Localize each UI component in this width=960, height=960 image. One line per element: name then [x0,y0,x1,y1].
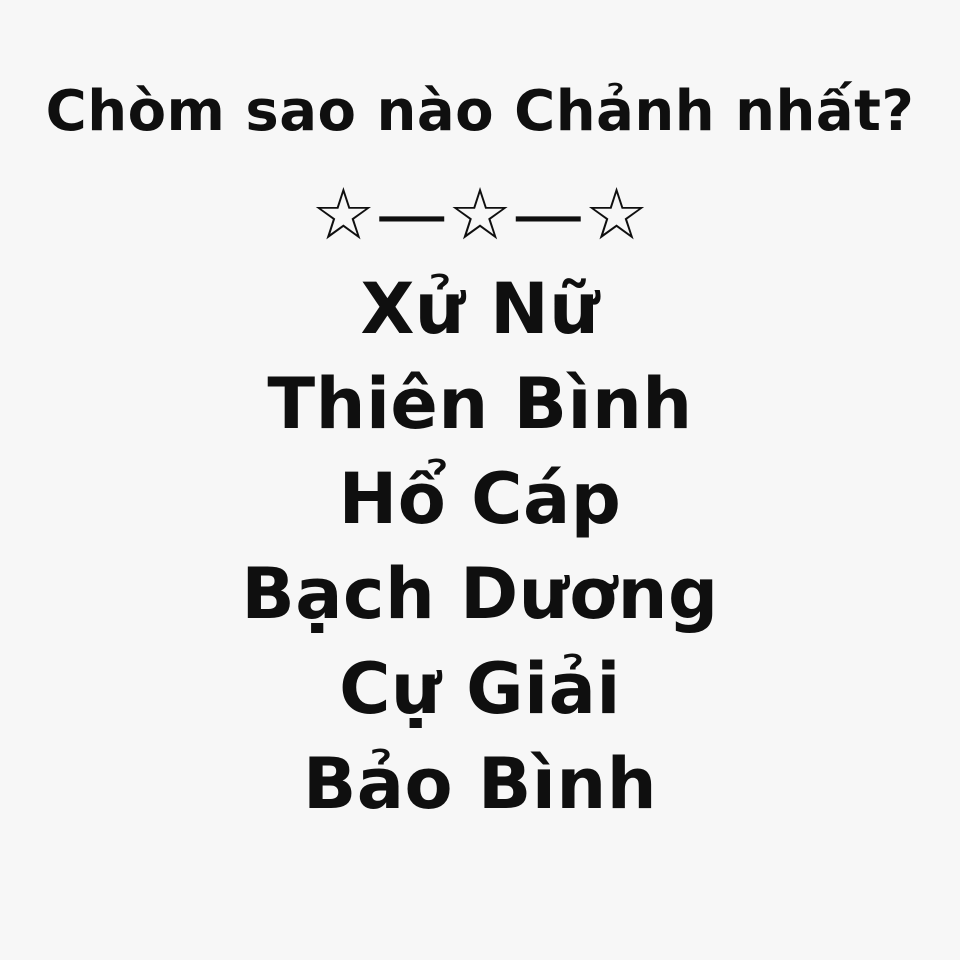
dash-divider: — [512,172,585,256]
dash-divider: — [375,172,448,256]
list-item: Hổ Cáp [338,458,622,540]
star-divider [0,172,960,256]
star-icon: ☆ [584,172,649,256]
list-item: Thiên Bình [267,363,693,445]
star-icon: ☆ [311,172,376,256]
zodiac-list [0,262,960,832]
list-item: Bảo Bình [302,743,658,825]
list-item: Bạch Dương [241,553,719,635]
page-title: Chòm sao nào Chảnh nhất? [45,79,915,144]
star-icon: ☆ [447,172,513,256]
list-item: Xử Nữ [360,268,600,350]
list-item: Cự Giải [339,648,621,730]
